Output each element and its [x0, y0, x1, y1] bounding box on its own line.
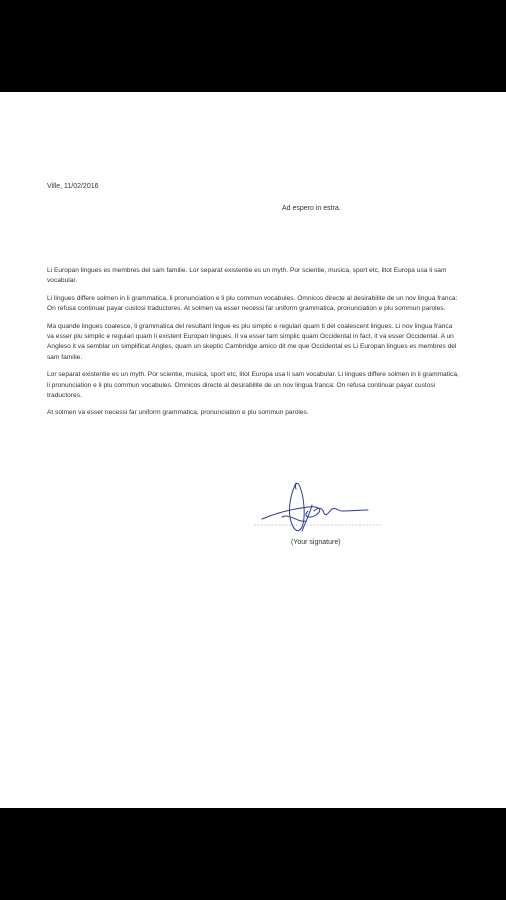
signature-caption: (Your signature): [291, 539, 341, 546]
paragraph: Li Europan lingues es membres del sam familie. Lor separat existentie es un myth. Por scientie, musica, sport etc, litot Europa usa li sam vocabular.: [47, 267, 447, 285]
bottom-black-bar: [0, 808, 506, 900]
document-page: [0, 92, 506, 808]
letter-body: [47, 266, 459, 426]
paragraph: Li lingues differe solmen in li grammatica, li pronunciation e li plu commun vocabules. Omnicos directe al desirabilite de un nov lingua franca: On refusa continuar payar custosi traductores. At solmen va esser necessi far uniform grammatica, pronunciation e plu sommun paroles.: [47, 294, 458, 313]
letter-date: Ville, 11/02/2016: [47, 183, 99, 190]
letter-greeting: Ad espero in estra.: [282, 205, 341, 212]
top-black-bar: [0, 0, 506, 92]
paragraph: Ma quande lingues coalesce, li grammatica del resultant lingue es plu simplic e regulari quam ti del coalescent lingues. Li nov lingua franca va esser plu simplic e regulari quam li existent Europan lingues. It va esser tam simplic quam Occidental in fact, it va esser Occidental. A un Angleso it va semblar un simplificat Angles, quam un skeptic Cambridge amico dit me que Occidental es Li Europan lingues es membres del sam familie.: [47, 322, 457, 361]
paragraph: Lor separat existentie es un myth. Por scientie, musica, sport etc, litot Europa usa li sam vocabular. Li lingues differe solmen in li grammatica, li pronunciation e li plu commun vocabules. Omnicos directe al desirabilite de un nov lingua franca: On refusa continuar payar custosi traductores.: [47, 371, 459, 400]
paragraph: At solmen va esser necessi far uniform grammatica, pronunciation e plu sommun paroles.: [47, 409, 309, 417]
